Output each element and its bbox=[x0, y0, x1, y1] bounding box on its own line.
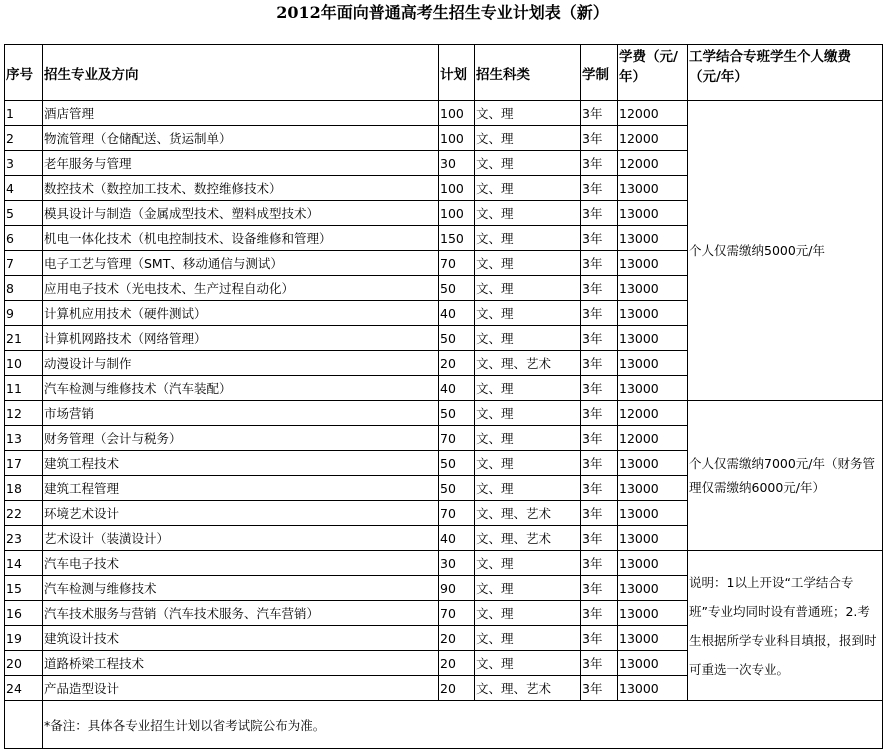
plan-count: 50 bbox=[439, 401, 475, 426]
row-index: 8 bbox=[5, 276, 43, 301]
study-duration: 3年 bbox=[581, 601, 618, 626]
major-name: 动漫设计与制作 bbox=[43, 351, 439, 376]
plan-count: 50 bbox=[439, 451, 475, 476]
major-name: 道路桥梁工程技术 bbox=[43, 651, 439, 676]
tuition-fee: 13000 bbox=[618, 476, 688, 501]
study-duration: 3年 bbox=[581, 276, 618, 301]
subject-types: 文、理 bbox=[475, 376, 581, 401]
header-index: 序号 bbox=[5, 45, 43, 101]
tuition-fee: 12000 bbox=[618, 101, 688, 126]
plan-count: 20 bbox=[439, 626, 475, 651]
tuition-fee: 13000 bbox=[618, 326, 688, 351]
work-study-fee-note: 个人仅需缴纳5000元/年 bbox=[688, 101, 883, 401]
study-duration: 3年 bbox=[581, 251, 618, 276]
tuition-fee: 13000 bbox=[618, 376, 688, 401]
study-duration: 3年 bbox=[581, 151, 618, 176]
subject-types: 文、理 bbox=[475, 301, 581, 326]
row-index: 1 bbox=[5, 101, 43, 126]
tuition-fee: 13000 bbox=[618, 626, 688, 651]
plan-count: 100 bbox=[439, 126, 475, 151]
row-index: 13 bbox=[5, 426, 43, 451]
major-name: 计算机应用技术（硬件测试） bbox=[43, 301, 439, 326]
major-name: 物流管理（仓储配送、货运制单） bbox=[43, 126, 439, 151]
study-duration: 3年 bbox=[581, 476, 618, 501]
subject-types: 文、理、艺术 bbox=[475, 351, 581, 376]
major-name: 计算机网路技术（网络管理） bbox=[43, 326, 439, 351]
study-duration: 3年 bbox=[581, 326, 618, 351]
plan-count: 20 bbox=[439, 351, 475, 376]
tuition-fee: 13000 bbox=[618, 201, 688, 226]
subject-types: 文、理 bbox=[475, 201, 581, 226]
tuition-fee: 13000 bbox=[618, 551, 688, 576]
row-index: 3 bbox=[5, 151, 43, 176]
plan-count: 50 bbox=[439, 276, 475, 301]
plan-count: 150 bbox=[439, 226, 475, 251]
row-index: 20 bbox=[5, 651, 43, 676]
study-duration: 3年 bbox=[581, 351, 618, 376]
major-name: 机电一体化技术（机电控制技术、设备维修和管理） bbox=[43, 226, 439, 251]
study-duration: 3年 bbox=[581, 401, 618, 426]
subject-types: 文、理、艺术 bbox=[475, 676, 581, 701]
row-index: 12 bbox=[5, 401, 43, 426]
subject-types: 文、理 bbox=[475, 551, 581, 576]
header-subjects: 招生科类 bbox=[475, 45, 581, 101]
tuition-fee: 13000 bbox=[618, 601, 688, 626]
major-name: 汽车电子技术 bbox=[43, 551, 439, 576]
subject-types: 文、理 bbox=[475, 176, 581, 201]
page-title: 2012年面向普通高考生招生专业计划表（新） bbox=[276, 3, 609, 22]
row-index: 21 bbox=[5, 326, 43, 351]
header-plan: 计划 bbox=[439, 45, 475, 101]
enrollment-plan-table bbox=[4, 44, 883, 749]
tuition-fee: 13000 bbox=[618, 501, 688, 526]
header-duration: 学制 bbox=[581, 45, 618, 101]
tuition-fee: 13000 bbox=[618, 351, 688, 376]
row-index: 6 bbox=[5, 226, 43, 251]
row-index: 18 bbox=[5, 476, 43, 501]
plan-count: 40 bbox=[439, 376, 475, 401]
study-duration: 3年 bbox=[581, 451, 618, 476]
tuition-fee: 13000 bbox=[618, 651, 688, 676]
plan-count: 50 bbox=[439, 326, 475, 351]
major-name: 建筑设计技术 bbox=[43, 626, 439, 651]
header-major: 招生专业及方向 bbox=[43, 45, 439, 101]
study-duration: 3年 bbox=[581, 526, 618, 551]
subject-types: 文、理 bbox=[475, 226, 581, 251]
major-name: 老年服务与管理 bbox=[43, 151, 439, 176]
study-duration: 3年 bbox=[581, 226, 618, 251]
tuition-fee: 13000 bbox=[618, 226, 688, 251]
header-tuition: 学费（元/年） bbox=[618, 45, 688, 101]
study-duration: 3年 bbox=[581, 551, 618, 576]
major-name: 环境艺术设计 bbox=[43, 501, 439, 526]
plan-count: 30 bbox=[439, 551, 475, 576]
major-name: 财务管理（会计与税务） bbox=[43, 426, 439, 451]
subject-types: 文、理 bbox=[475, 451, 581, 476]
table-row bbox=[5, 551, 883, 576]
row-index: 14 bbox=[5, 551, 43, 576]
row-index: 4 bbox=[5, 176, 43, 201]
study-duration: 3年 bbox=[581, 501, 618, 526]
subject-types: 文、理 bbox=[475, 626, 581, 651]
subject-types: 文、理 bbox=[475, 276, 581, 301]
study-duration: 3年 bbox=[581, 676, 618, 701]
plan-count: 100 bbox=[439, 101, 475, 126]
subject-types: 文、理 bbox=[475, 251, 581, 276]
plan-count: 20 bbox=[439, 676, 475, 701]
subject-types: 文、理 bbox=[475, 651, 581, 676]
footer-note: *备注：具体各专业招生计划以省考试院公布为准。 bbox=[43, 701, 883, 749]
major-name: 汽车技术服务与营销（汽车技术服务、汽车营销） bbox=[43, 601, 439, 626]
study-duration: 3年 bbox=[581, 301, 618, 326]
tuition-fee: 12000 bbox=[618, 426, 688, 451]
plan-count: 70 bbox=[439, 601, 475, 626]
major-name: 汽车检测与维修技术（汽车装配） bbox=[43, 376, 439, 401]
tuition-fee: 13000 bbox=[618, 301, 688, 326]
major-name: 应用电子技术（光电技术、生产过程自动化） bbox=[43, 276, 439, 301]
subject-types: 文、理 bbox=[475, 601, 581, 626]
footer-blank-cell bbox=[5, 701, 43, 749]
study-duration: 3年 bbox=[581, 426, 618, 451]
plan-count: 70 bbox=[439, 501, 475, 526]
tuition-fee: 13000 bbox=[618, 276, 688, 301]
plan-count: 20 bbox=[439, 651, 475, 676]
footer-row bbox=[5, 701, 883, 749]
subject-types: 文、理 bbox=[475, 476, 581, 501]
study-duration: 3年 bbox=[581, 101, 618, 126]
row-index: 2 bbox=[5, 126, 43, 151]
plan-count: 100 bbox=[439, 176, 475, 201]
subject-types: 文、理 bbox=[475, 326, 581, 351]
row-index: 19 bbox=[5, 626, 43, 651]
tuition-fee: 13000 bbox=[618, 451, 688, 476]
study-duration: 3年 bbox=[581, 626, 618, 651]
major-name: 市场营销 bbox=[43, 401, 439, 426]
plan-count: 70 bbox=[439, 426, 475, 451]
tuition-fee: 13000 bbox=[618, 526, 688, 551]
plan-count: 40 bbox=[439, 301, 475, 326]
study-duration: 3年 bbox=[581, 126, 618, 151]
major-name: 数控技术（数控加工技术、数控维修技术） bbox=[43, 176, 439, 201]
header-work-study-fee: 工学结合专班学生个人缴费（元/年） bbox=[688, 45, 883, 101]
plan-count: 50 bbox=[439, 476, 475, 501]
subject-types: 文、理 bbox=[475, 576, 581, 601]
subject-types: 文、理 bbox=[475, 151, 581, 176]
tuition-fee: 13000 bbox=[618, 251, 688, 276]
major-name: 建筑工程技术 bbox=[43, 451, 439, 476]
subject-types: 文、理 bbox=[475, 101, 581, 126]
subject-types: 文、理 bbox=[475, 426, 581, 451]
tuition-fee: 12000 bbox=[618, 151, 688, 176]
study-duration: 3年 bbox=[581, 376, 618, 401]
major-name: 艺术设计（装潢设计） bbox=[43, 526, 439, 551]
row-index: 16 bbox=[5, 601, 43, 626]
row-index: 23 bbox=[5, 526, 43, 551]
plan-count: 100 bbox=[439, 201, 475, 226]
tuition-fee: 12000 bbox=[618, 401, 688, 426]
row-index: 24 bbox=[5, 676, 43, 701]
subject-types: 文、理 bbox=[475, 126, 581, 151]
tuition-fee: 13000 bbox=[618, 176, 688, 201]
major-name: 汽车检测与维修技术 bbox=[43, 576, 439, 601]
study-duration: 3年 bbox=[581, 176, 618, 201]
table-row bbox=[5, 401, 883, 426]
plan-count: 40 bbox=[439, 526, 475, 551]
subject-types: 文、理 bbox=[475, 401, 581, 426]
work-study-fee-note: 说明：1以上开设“工学结合专班”专业均同时设有普通班；2.考生根据所学专业科目填报，报到时可重选一次专业。 bbox=[688, 551, 883, 701]
row-index: 22 bbox=[5, 501, 43, 526]
plan-count: 30 bbox=[439, 151, 475, 176]
subject-types: 文、理、艺术 bbox=[475, 501, 581, 526]
tuition-fee: 13000 bbox=[618, 676, 688, 701]
plan-count: 70 bbox=[439, 251, 475, 276]
row-index: 11 bbox=[5, 376, 43, 401]
row-index: 15 bbox=[5, 576, 43, 601]
work-study-fee-note: 个人仅需缴纳7000元/年（财务管理仅需缴纳6000元/年） bbox=[688, 401, 883, 551]
study-duration: 3年 bbox=[581, 576, 618, 601]
table-header-row bbox=[5, 45, 883, 101]
major-name: 酒店管理 bbox=[43, 101, 439, 126]
row-index: 5 bbox=[5, 201, 43, 226]
major-name: 模具设计与制造（金属成型技术、塑料成型技术） bbox=[43, 201, 439, 226]
row-index: 7 bbox=[5, 251, 43, 276]
row-index: 9 bbox=[5, 301, 43, 326]
plan-count: 90 bbox=[439, 576, 475, 601]
major-name: 建筑工程管理 bbox=[43, 476, 439, 501]
tuition-fee: 12000 bbox=[618, 126, 688, 151]
study-duration: 3年 bbox=[581, 651, 618, 676]
tuition-fee: 13000 bbox=[618, 576, 688, 601]
major-name: 产品造型设计 bbox=[43, 676, 439, 701]
study-duration: 3年 bbox=[581, 201, 618, 226]
table-row bbox=[5, 101, 883, 126]
major-name: 电子工艺与管理（SMT、移动通信与测试） bbox=[43, 251, 439, 276]
subject-types: 文、理、艺术 bbox=[475, 526, 581, 551]
row-index: 10 bbox=[5, 351, 43, 376]
row-index: 17 bbox=[5, 451, 43, 476]
